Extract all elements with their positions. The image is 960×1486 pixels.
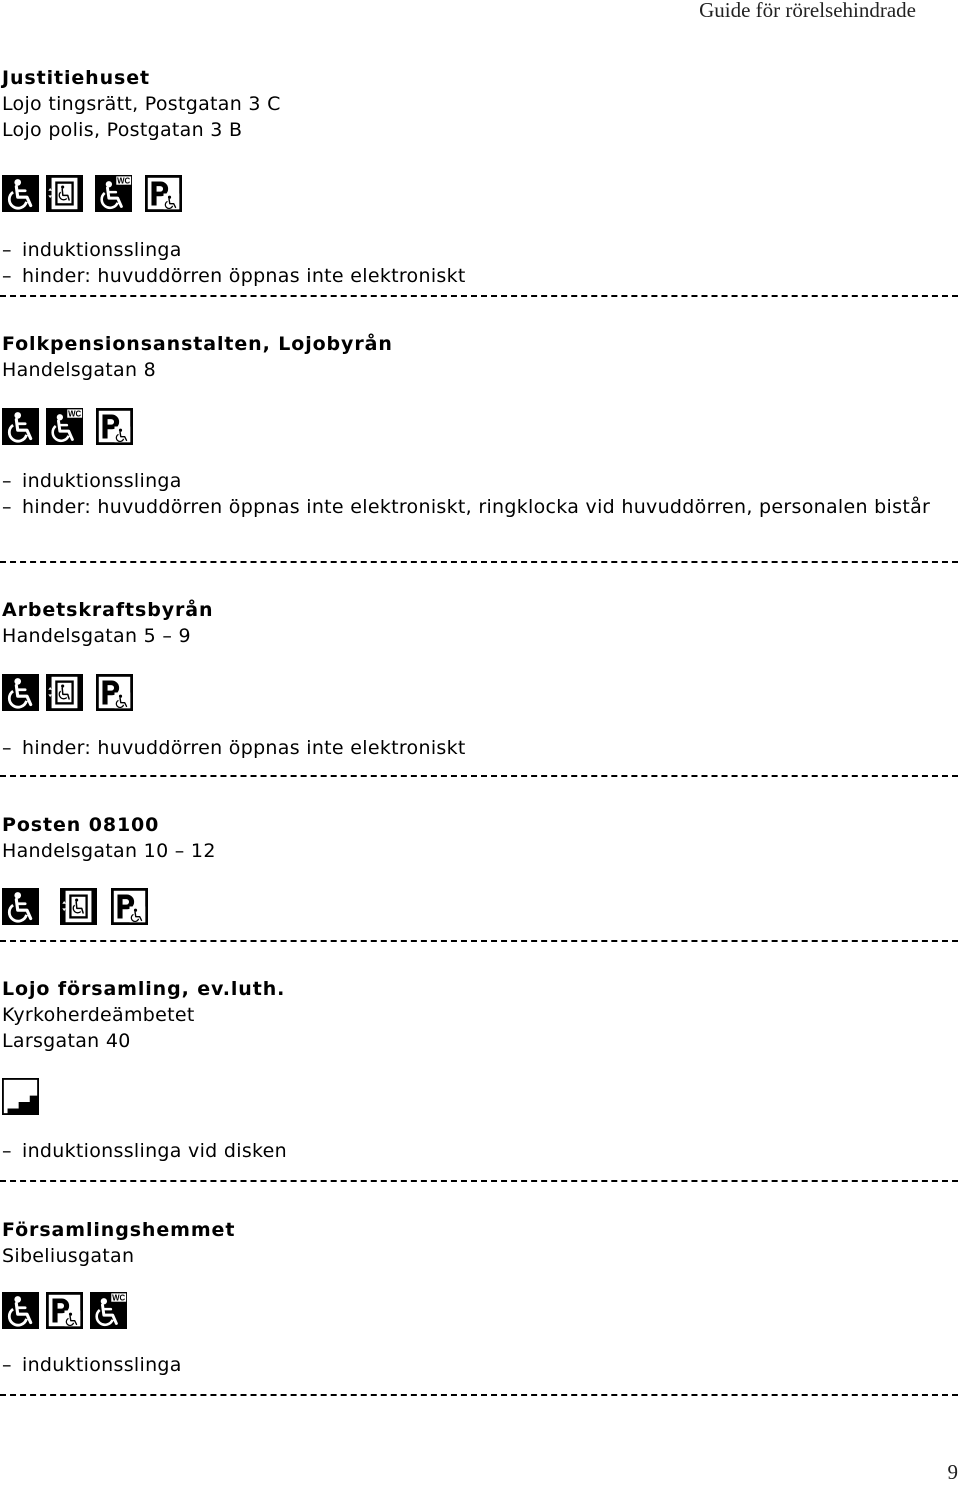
wheelchair-access-icon <box>2 408 39 445</box>
dashed-separator <box>0 1394 958 1396</box>
location-address-line: Sibeliusgatan <box>2 1245 135 1267</box>
wheelchair-access-icon <box>2 888 39 925</box>
location-name: Arbetskraftsbyrån <box>2 599 214 621</box>
accessibility-note: – induktionsslinga <box>2 1354 182 1376</box>
dashed-separator <box>0 295 958 297</box>
location-entry-lojo-forsamling <box>2 976 957 1165</box>
wheelchair-access-icon <box>2 674 39 711</box>
location-address-line: Handelsgatan 5 – 9 <box>2 625 191 647</box>
location-address-line: Kyrkoherdeämbetet <box>2 1004 195 1026</box>
location-entry-forsamlingshemmet <box>2 1217 957 1379</box>
stairs-icon <box>2 1078 39 1115</box>
accessibility-icon-row <box>2 1078 957 1115</box>
location-entry-arbetskraftsbyran <box>2 597 957 762</box>
accessibility-icon-row <box>2 674 957 711</box>
accessibility-note: – hinder: huvuddörren öppnas inte elektroniskt <box>2 264 466 287</box>
location-address-line: Lojo polis, Postgatan 3 B <box>2 119 243 141</box>
accessibility-icon-row <box>2 408 957 445</box>
accessible-parking-icon <box>145 175 182 212</box>
elevator-icon <box>46 175 83 212</box>
accessible-parking-icon <box>96 408 133 445</box>
accessible-parking-icon <box>46 1292 83 1329</box>
dashed-separator <box>0 775 958 777</box>
page-number: 9 <box>947 1460 958 1484</box>
location-address-line: Lojo tingsrätt, Postgatan 3 C <box>2 93 281 115</box>
wheelchair-access-icon <box>2 1292 39 1329</box>
location-name: Lojo församling, ev.luth. <box>2 978 286 1000</box>
accessible-wc-icon <box>95 175 132 212</box>
location-entry-folkpensionsanstalten <box>2 331 957 520</box>
elevator-icon <box>60 888 97 925</box>
location-address-line: Handelsgatan 10 – 12 <box>2 840 216 862</box>
location-name: Folkpensionsanstalten, Lojobyrån <box>2 333 393 355</box>
location-address-line: Larsgatan 40 <box>2 1030 131 1052</box>
accessible-parking-icon <box>111 888 148 925</box>
dashed-separator <box>0 1180 958 1182</box>
location-address-line: Handelsgatan 8 <box>2 359 157 381</box>
accessibility-icon-row <box>2 1292 957 1329</box>
accessible-wc-icon <box>46 408 83 445</box>
location-name: Posten 08100 <box>2 814 160 836</box>
wheelchair-access-icon <box>2 175 39 212</box>
accessibility-icon-row <box>2 888 957 925</box>
accessibility-note: – induktionsslinga <box>2 239 182 261</box>
dashed-separator <box>0 940 958 942</box>
accessibility-note: – hinder: huvuddörren öppnas inte elektroniskt, ringklocka vid huvuddörren, personalen bistår <box>2 495 931 518</box>
accessible-wc-icon <box>90 1292 127 1329</box>
dashed-separator <box>0 561 958 563</box>
accessibility-note: – induktionsslinga vid disken <box>2 1140 287 1162</box>
elevator-icon <box>46 674 83 711</box>
location-name: Församlingshemmet <box>2 1219 236 1241</box>
document-header-title: Guide för rörelsehindrade <box>699 0 916 22</box>
location-entry-justitiehuset <box>2 65 957 289</box>
accessible-parking-icon <box>96 674 133 711</box>
accessibility-icon-row <box>2 175 957 212</box>
location-entry-posten <box>2 812 957 925</box>
accessibility-note: – induktionsslinga <box>2 470 182 492</box>
accessibility-note: – hinder: huvuddörren öppnas inte elektroniskt <box>2 737 466 759</box>
location-name: Justitiehuset <box>2 67 151 89</box>
